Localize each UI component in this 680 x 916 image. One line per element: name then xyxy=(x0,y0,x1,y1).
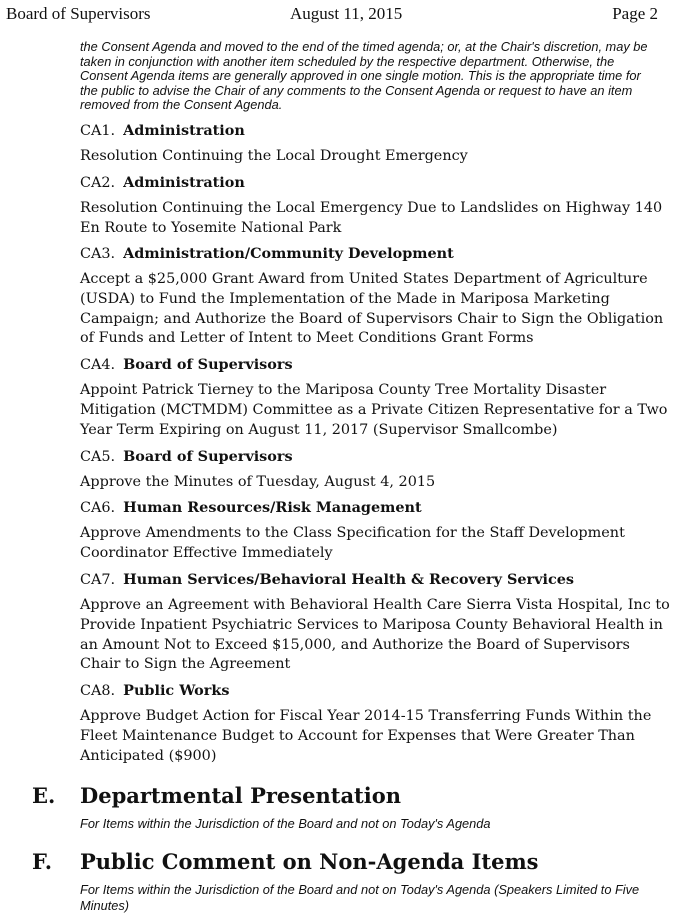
item-description: Appoint Patrick Tierney to the Mariposa County Tree Mortality Disaster Mitigation (MCTMDM) Committee as a Private Citizen Representative for a Two Year Term Expiring on August 11, 2017 (Supervisor Smallcombe) xyxy=(80,382,668,438)
consent-agenda-intro: the Consent Agenda and moved to the end of the timed agenda; or, at the Chair's discretion, may be taken in conjunction with another item scheduled by the respective department. Otherwise, the Consent Agenda items are generally approved in one single motion. This is the appropriate time for the public to advise the Chair of any comments to the Consent Agenda or request to have an item removed from the Consent Agenda. xyxy=(80,39,648,113)
item-description: Approve an Agreement with Behavioral Health Care Sierra Vista Hospital, Inc to Provide Inpatient Psychiatric Services to Mariposa County Behavioral Health in an Amount Not to Exceed $15,000, and Authorize the Board of Supervisors Chair to Sign the Agreement xyxy=(80,597,670,673)
item-department: Administration xyxy=(123,122,245,139)
page-header xyxy=(6,4,658,24)
item-number: CA1. xyxy=(80,123,116,139)
item-number: CA3. xyxy=(80,246,116,262)
item-department: Human Services/Behavioral Health & Recovery Services xyxy=(123,571,574,588)
section-letter: E. xyxy=(32,783,56,808)
item-description: Resolution Continuing the Local Drought Emergency xyxy=(80,148,468,164)
section-note: For Items within the Jurisdiction of the Board and not on Today's Agenda (Speakers Limited to Five Minutes) xyxy=(80,882,640,913)
item-department: Administration xyxy=(123,174,245,191)
consent-item-ca1 xyxy=(80,122,670,167)
item-description: Approve Budget Action for Fiscal Year 2014-15 Transferring Funds Within the Fleet Maintenance Budget to Account for Expenses that Were Greater Than Anticipated ($900) xyxy=(80,708,652,764)
header-page-number: Page 2 xyxy=(612,4,658,23)
header-board-name: Board of Supervisors xyxy=(6,4,151,23)
item-department: Administration/Community Development xyxy=(123,245,454,262)
item-description: Approve Amendments to the Class Specification for the Staff Development Coordinator Effective Immediately xyxy=(80,525,625,561)
item-number: CA5. xyxy=(80,449,116,465)
item-number: CA4. xyxy=(80,357,116,373)
item-description: Resolution Continuing the Local Emergency Due to Landslides on Highway 140 En Route to Yosemite National Park xyxy=(80,200,663,236)
item-number: CA6. xyxy=(80,500,116,516)
section-note: For Items within the Jurisdiction of the Board and not on Today's Agenda xyxy=(80,816,491,831)
item-description: Approve the Minutes of Tuesday, August 4, 2015 xyxy=(80,474,436,490)
item-description: Accept a $25,000 Grant Award from United States Department of Agriculture (USDA) to Fund the Implementation of the Made in Mariposa Marketing Campaign; and Authorize the Board of Supervisors Chair to Sign the Obligation of Funds and Letter of Intent to Meet Conditions Grant Forms xyxy=(80,271,664,347)
item-department: Human Resources/Risk Management xyxy=(123,499,422,516)
consent-item-ca8 xyxy=(80,682,670,766)
consent-item-ca2 xyxy=(80,174,670,239)
consent-item-ca3 xyxy=(80,245,670,349)
item-department: Public Works xyxy=(123,682,230,699)
section-title: Public Comment on Non-Agenda Items xyxy=(80,849,539,874)
section-letter: F. xyxy=(32,849,53,874)
item-number: CA8. xyxy=(80,683,116,699)
section-title: Departmental Presentation xyxy=(80,783,401,808)
consent-item-ca7 xyxy=(80,571,670,675)
header-date: August 11, 2015 xyxy=(290,4,403,23)
consent-item-ca4 xyxy=(80,356,670,440)
item-department: Board of Supervisors xyxy=(123,448,293,465)
consent-item-ca6 xyxy=(80,499,670,564)
item-department: Board of Supervisors xyxy=(123,356,293,373)
consent-item-ca5 xyxy=(80,448,670,493)
item-number: CA7. xyxy=(80,572,116,588)
item-number: CA2. xyxy=(80,175,116,191)
